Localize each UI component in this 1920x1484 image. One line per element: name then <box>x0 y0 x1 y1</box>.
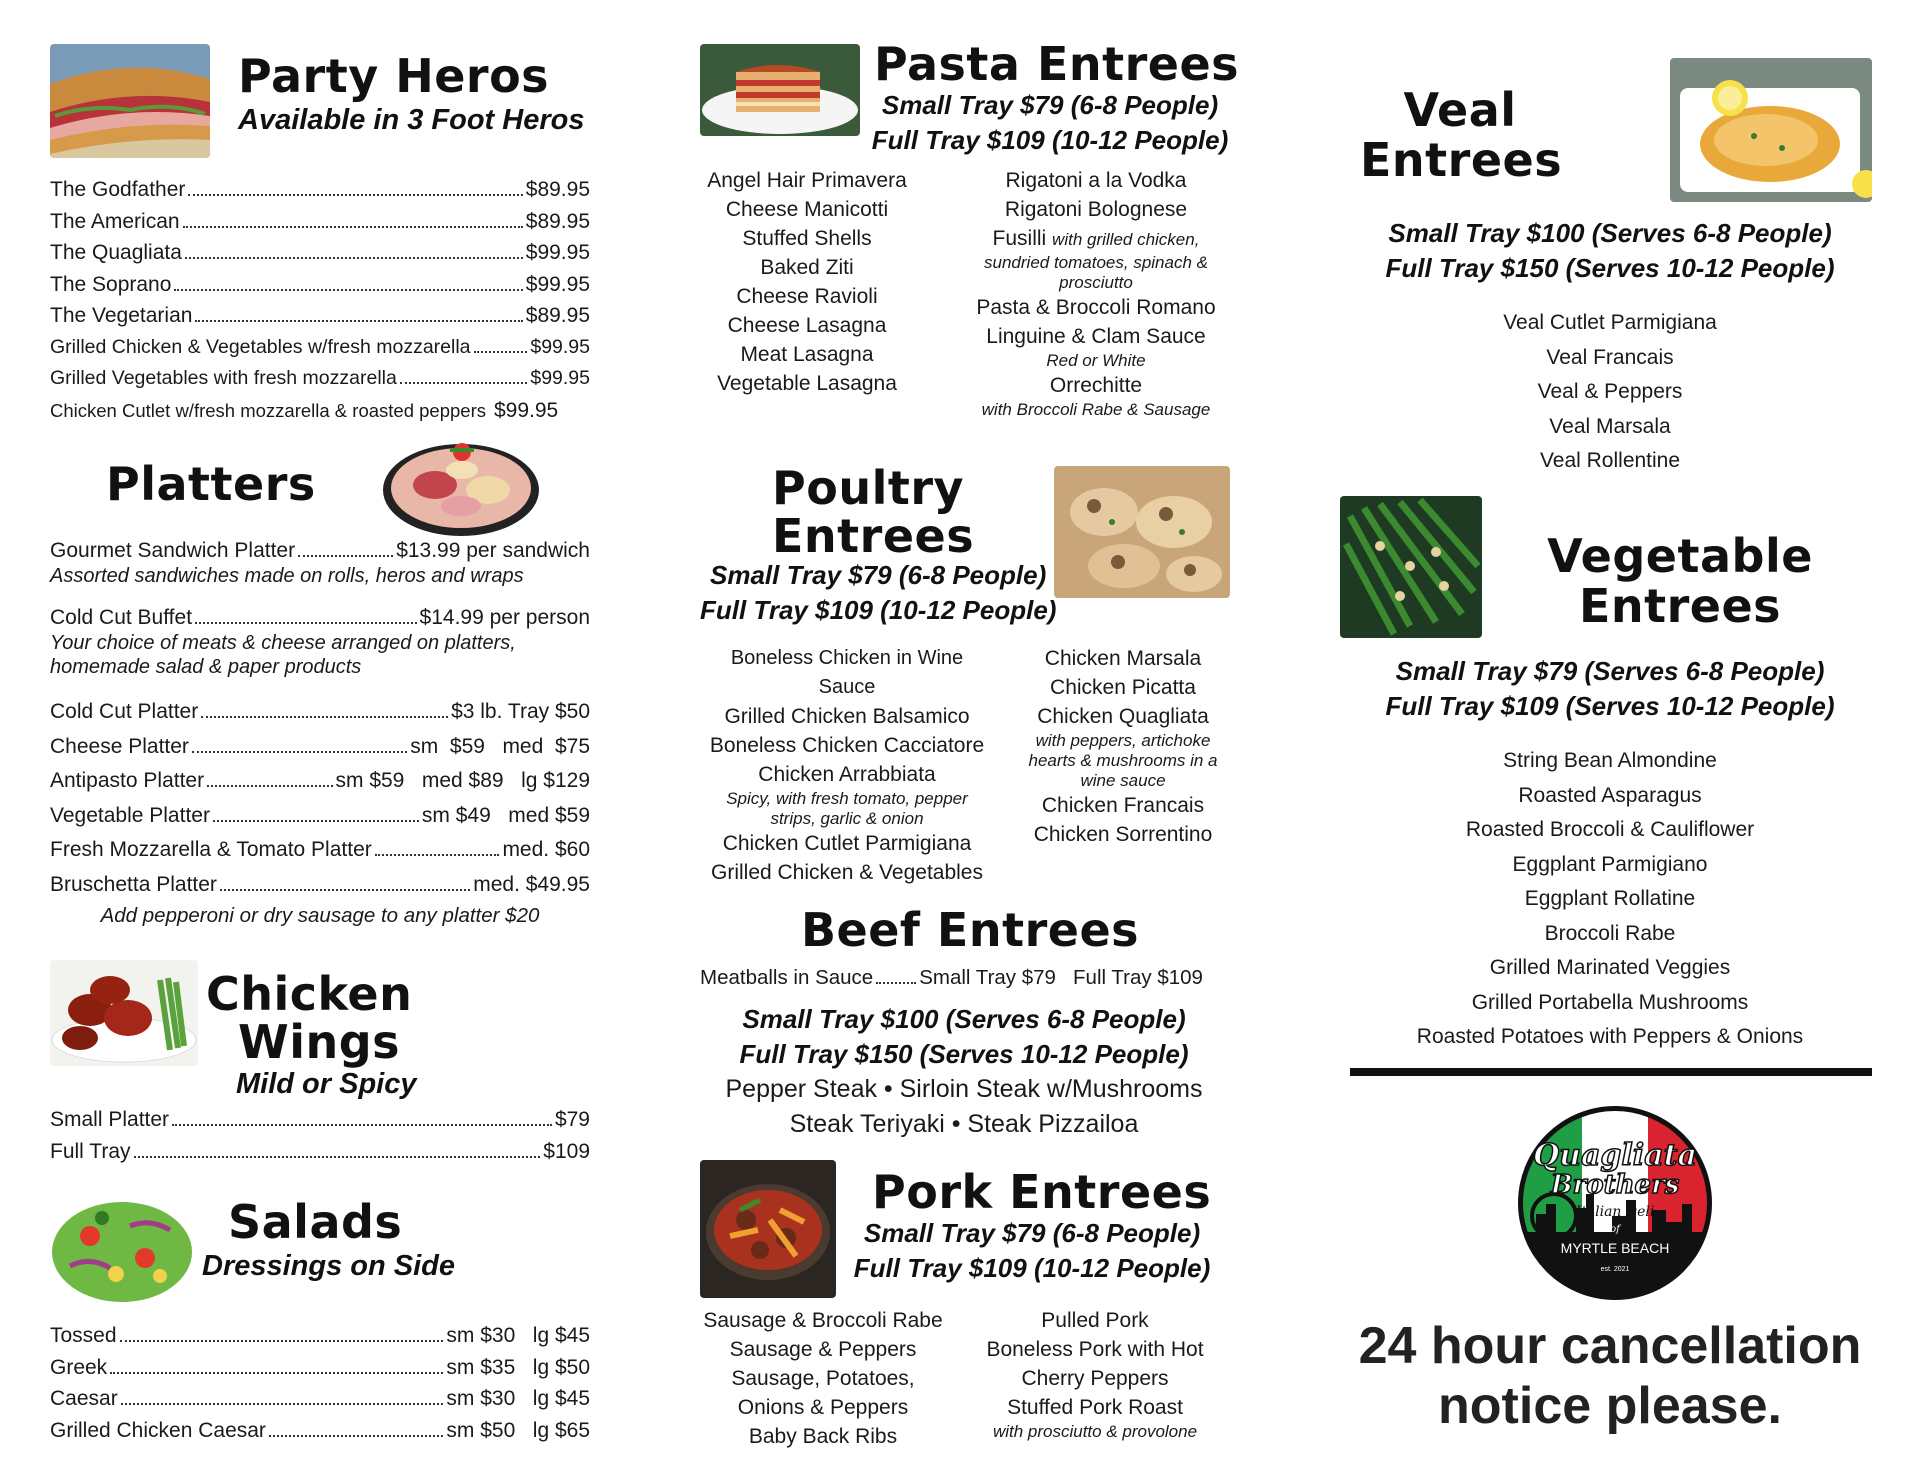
salad-image <box>50 1196 194 1306</box>
menu-note: Assorted sandwiches made on rolls, heros and wraps <box>50 565 524 587</box>
menu-item: Grilled Portabella Mushrooms <box>1471 990 1749 1014</box>
logo-text-of: of <box>1610 1224 1620 1235</box>
menu-item: Chicken Marsala <box>1044 647 1202 670</box>
vegetable-small-tray: Small Tray $79 (Serves 6-8 People) <box>1395 656 1825 686</box>
poultry-title-line2: Entrees <box>772 509 975 563</box>
menu-row: Cold Cut Buffet $14.99 per person <box>50 606 590 629</box>
menu-item: Pulled Pork <box>1041 1309 1149 1332</box>
menu-item: Grilled Marinated Veggies <box>1489 956 1731 979</box>
beef-title: Beef Entrees <box>800 903 1140 957</box>
menu-item: Veal & Peppers <box>1537 380 1683 403</box>
vegetable-title-line1: Vegetable <box>1547 529 1813 583</box>
pork-title: Pork Entrees <box>872 1165 1212 1219</box>
menu-item: Orrechitte <box>1049 374 1143 397</box>
menu-note: with prosciutto & provolone <box>992 1422 1198 1441</box>
menu-row: Full Tray $109 <box>50 1139 590 1163</box>
veal-full-tray: Full Tray $150 (Serves 10-12 People) <box>1385 253 1835 283</box>
menu-note: Your choice of meats & cheese arranged on platters, <box>50 632 516 654</box>
menu-row: Fresh Mozzarella & Tomato Platter med. $60 <box>50 838 590 861</box>
lasagna-image <box>700 44 860 136</box>
menu-row: The Soprano $99.95 <box>50 272 590 296</box>
menu-item: Fusilli with grilled chicken, <box>992 227 1200 250</box>
menu-item: Boneless Chicken in Wine Sauce <box>730 647 964 698</box>
menu-item: Broccoli Rabe <box>1544 921 1676 945</box>
menu-item: Cheese Lasagna <box>727 314 887 337</box>
menu-item: Baby Back Ribs <box>748 1425 898 1448</box>
menu-item: Rigatoni Bolognese <box>1004 198 1188 221</box>
pasta-list-right <box>964 166 1228 420</box>
menu-row: Cold Cut Platter $3 lb. Tray $50 <box>50 700 590 723</box>
poultry-full-tray: Full Tray $109 (10-12 People) <box>700 595 1057 625</box>
menu-item: Chicken Francais <box>1041 794 1205 817</box>
menu-item: Cheese Manicotti <box>725 198 889 221</box>
menu-row: Antipasto Platter sm $59 med $89 lg $129 <box>50 769 590 792</box>
menu-item: Chicken Picatta <box>1050 676 1196 699</box>
menu-item: Chicken Arrabbiata <box>758 763 936 786</box>
menu-row: The Godfather $89.95 <box>50 178 590 201</box>
menu-row: The Vegetarian $89.95 <box>50 304 590 327</box>
menu-item: Sausage, Potatoes, <box>731 1367 915 1390</box>
veal-title-line2: Entrees <box>1360 133 1563 187</box>
party-heros-title: Party Heros <box>238 49 550 103</box>
platters-title: Platters <box>106 457 316 511</box>
menu-row: The Quagliata $99.95 <box>50 241 590 264</box>
pork-list-right <box>962 1306 1228 1442</box>
green-beans-image <box>1340 496 1482 638</box>
cancellation-line1: 24 hour cancellation <box>1358 1317 1862 1375</box>
menu-item: Veal Francais <box>1546 345 1674 369</box>
salads-title: Salads <box>228 1195 403 1249</box>
menu-row: Small Platter $79 <box>50 1108 590 1131</box>
veal-list <box>1340 306 1880 479</box>
vegetable-title-line2: Entrees <box>1578 579 1782 633</box>
menu-item: Chicken Quagliata <box>1037 705 1209 728</box>
menu-item: Veal Marsala <box>1549 414 1671 438</box>
menu-item: Baked Ziti <box>760 256 854 279</box>
beef-line2: Steak Teriyaki • Steak Pizzailoa <box>789 1110 1139 1138</box>
beef-full-tray: Full Tray $150 (Serves 10-12 People) <box>739 1039 1189 1069</box>
menu-item: String Bean Almondine <box>1503 749 1717 772</box>
veal-small-tray: Small Tray $100 (Serves 6-8 People) <box>1388 218 1832 248</box>
menu-item: Veal Cutlet Parmigiana <box>1503 311 1717 334</box>
menu-item: Rigatoni a la Vodka <box>1005 169 1187 192</box>
pork-small-tray: Small Tray $79 (6-8 People) <box>863 1218 1201 1248</box>
logo-text-brothers: Brothers <box>1550 1170 1680 1200</box>
pork-full-tray: Full Tray $109 (10-12 People) <box>853 1253 1211 1283</box>
section-divider <box>1350 1068 1872 1076</box>
cancellation-line2: notice please. <box>1438 1377 1782 1435</box>
menu-item: Boneless Chicken Cacciatore <box>709 734 985 757</box>
menu-row: Meatballs in Sauce Small Tray $79 Full Tray $109 <box>700 966 1203 989</box>
menu-item: Roasted Asparagus <box>1518 783 1702 807</box>
logo-text-myrtle-beach: MYRTLE BEACH <box>1560 1240 1670 1256</box>
menu-item: Cherry Peppers <box>1021 1367 1169 1390</box>
beef-line1: Pepper Steak • Sirloin Steak w/Mushrooms <box>725 1075 1203 1103</box>
menu-item: Grilled Chicken Balsamico <box>724 705 970 728</box>
menu-note: Spicy, with fresh tomato, pepper strips, garlic & onion <box>726 789 968 828</box>
menu-note: sundried tomatoes, spinach & prosciutto <box>984 253 1208 292</box>
menu-item: Cheese Ravioli <box>736 285 878 308</box>
pasta-title: Pasta Entrees <box>874 37 1240 91</box>
menu-item: Sausage & Peppers <box>729 1338 917 1361</box>
menu-item: Linguine & Clam Sauce <box>986 325 1206 348</box>
menu-row: Grilled Vegetables with fresh mozzarella $99.95 <box>50 367 590 389</box>
veal-francais-image <box>1670 58 1872 202</box>
pork-list-left <box>700 1306 946 1451</box>
menu-item: Stuffed Shells <box>742 227 872 250</box>
poultry-list-left <box>700 644 994 887</box>
wings-title-line2: Wings <box>238 1015 401 1069</box>
menu-item: Onions & Peppers <box>737 1396 909 1419</box>
wings-list <box>50 1104 590 1167</box>
salads-list <box>50 1320 590 1446</box>
platters-list <box>50 538 590 928</box>
menu-row: Chicken Cutlet w/fresh mozzarella & roasted peppers $99.95 <box>50 398 559 422</box>
menu-item: Sausage & Broccoli Rabe <box>703 1309 943 1332</box>
poultry-list-right <box>1018 644 1228 849</box>
menu-item: Angel Hair Primavera <box>707 169 907 192</box>
menu-row: Cheese Platter sm $59 med $75 <box>50 734 590 758</box>
poultry-small-tray: Small Tray $79 (6-8 People) <box>710 560 1047 590</box>
menu-note: with peppers, artichoke hearts & mushrooms in a wine sauce <box>1028 731 1218 790</box>
pasta-list-left <box>700 166 914 398</box>
vegetable-list <box>1340 744 1880 1055</box>
menu-row: Grilled Chicken & Vegetables w/fresh mozzarella $99.95 <box>50 335 590 358</box>
beef-small-tray: Small Tray $100 (Serves 6-8 People) <box>742 1004 1186 1034</box>
menu-item: Veal Rollentine <box>1539 449 1681 472</box>
salads-subtitle: Dressings on Side <box>202 1250 456 1282</box>
logo-text-italian-deli: Italian Deli <box>1575 1204 1655 1220</box>
chicken-wings-image <box>50 960 198 1066</box>
menu-item: Chicken Sorrentino <box>1033 823 1213 846</box>
veal-title-line1: Veal <box>1403 83 1517 137</box>
pasta-small-tray: Small Tray $79 (6-8 People) <box>881 90 1219 120</box>
sausage-peppers-image <box>700 1160 836 1298</box>
wings-title-line1: Chicken <box>206 967 413 1021</box>
menu-note: Red or White <box>1046 351 1146 370</box>
chicken-marsala-image <box>1054 466 1230 598</box>
menu-row: Bruschetta Platter med. $49.95 <box>50 872 590 896</box>
menu-row: Vegetable Platter sm $49 med $59 <box>50 803 590 827</box>
menu-item: Grilled Chicken & Vegetables <box>711 861 983 884</box>
menu-item: Meat Lasagna <box>740 343 874 366</box>
menu-item: Boneless Pork with Hot <box>986 1338 1204 1361</box>
menu-item: Vegetable Lasagna <box>717 372 897 395</box>
poultry-title-line1: Poultry <box>772 461 964 515</box>
menu-row: The American $89.95 <box>50 209 590 233</box>
menu-item: Eggplant Rollatine <box>1524 887 1696 910</box>
party-heros-subtitle: Available in 3 Foot Heros <box>238 104 585 136</box>
hero-sandwich-image <box>50 44 210 158</box>
party-heros-list <box>50 174 590 426</box>
menu-item: Stuffed Pork Roast <box>1007 1396 1183 1419</box>
menu-note: with Broccoli Rabe & Sausage <box>981 400 1211 419</box>
vegetable-full-tray: Full Tray $109 (Serves 10-12 People) <box>1385 691 1835 721</box>
menu-item: Pasta & Broccoli Romano <box>976 296 1216 319</box>
logo-text-established: est. 2021 <box>1600 1266 1630 1273</box>
platter-image <box>380 430 542 540</box>
menu-note: homemade salad & paper products <box>50 656 362 678</box>
menu-row: Caesar sm $30 lg $45 <box>50 1387 590 1410</box>
menu-row: Grilled Chicken Caesar sm $50 lg $65 <box>50 1418 590 1442</box>
menu-row: Greek sm $35 lg $50 <box>50 1355 590 1379</box>
platters-addon: Add pepperoni or dry sausage to any platter $20 <box>100 904 540 927</box>
logo-text-quagliata: Quagliata <box>1533 1138 1697 1173</box>
wings-subtitle: Mild or Spicy <box>236 1068 417 1100</box>
menu-item: Roasted Potatoes with Peppers & Onions <box>1416 1025 1804 1048</box>
menu-item: Eggplant Parmigiano <box>1512 852 1708 876</box>
menu-row: Tossed sm $30 lg $45 <box>50 1324 590 1347</box>
quagliata-brothers-logo <box>1516 1104 1714 1302</box>
menu-item: Chicken Cutlet Parmigiana <box>722 832 972 855</box>
menu-row: Gourmet Sandwich Platter $13.99 per sandwich <box>50 539 590 562</box>
menu-item: Roasted Broccoli & Cauliflower <box>1465 818 1755 841</box>
pasta-full-tray: Full Tray $109 (10-12 People) <box>871 125 1229 155</box>
